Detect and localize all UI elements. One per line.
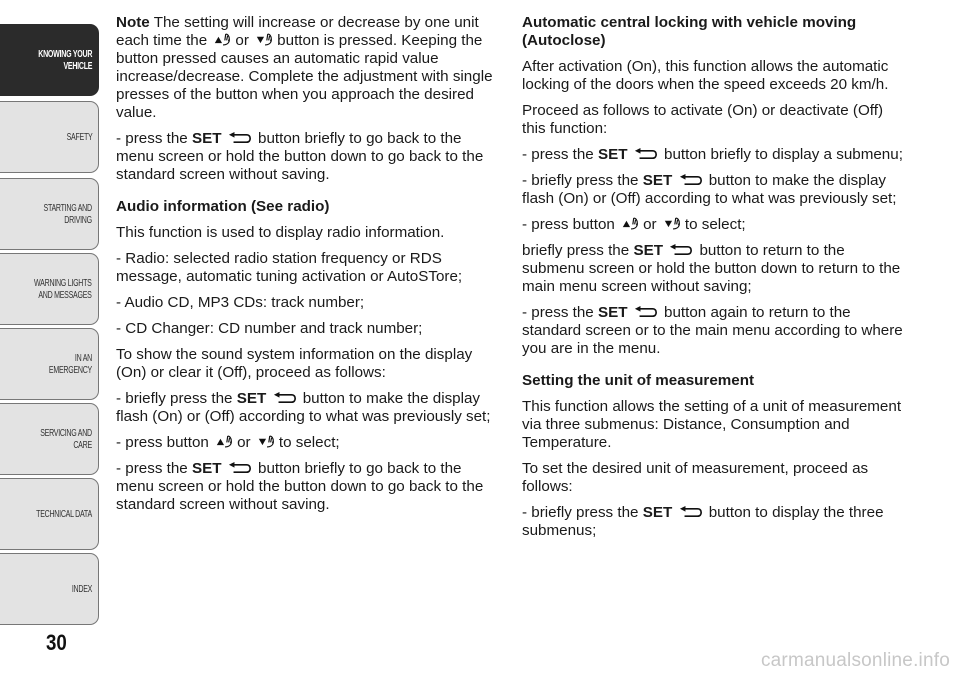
- set-return-arrow-icon: [634, 306, 658, 319]
- note-paragraph: Note The setting will increase or decrease by one unit each time the or button is pressed. Keeping the button pressed causes an automatic rapid value increase/decrease. Complete the adjustment with single presses of the button when you approach the desired value.: [116, 14, 493, 121]
- set-return-arrow-icon: [273, 392, 297, 405]
- up-arrow-button-icon: [213, 32, 233, 47]
- set-return-arrow-icon: [228, 462, 252, 475]
- auto-p5: - press button or to select;: [522, 216, 746, 233]
- audio-p4: - CD Changer: CD number and track number;: [116, 320, 423, 337]
- tab-safety[interactable]: SAFETY: [0, 101, 99, 173]
- set-return-arrow-icon: [228, 132, 252, 145]
- left-column: [116, 14, 498, 522]
- tab-servicing-and-care[interactable]: SERVICING AND CARE: [0, 403, 99, 475]
- unit-p2: To set the desired unit of measurement, proceed as follows:: [522, 460, 869, 495]
- unit-p1: This function allows the setting of a unit of measurement via three submenus: Distance, Consumption and Temperature.: [522, 398, 902, 451]
- auto-p2: Proceed as follows to activate (On) or deactivate (Off) this function:: [522, 102, 883, 137]
- autoclose-heading: Automatic central locking with vehicle moving (Autoclose): [522, 14, 857, 49]
- audio-p1: This function is used to display radio information.: [116, 224, 445, 241]
- auto-p3: - press the SET button briefly to display a submenu;: [522, 146, 903, 163]
- tab-in-an-emergency[interactable]: IN AN EMERGENCY: [0, 328, 99, 400]
- down-arrow-button-icon: [257, 434, 277, 449]
- audio-heading: Audio information (See radio): [116, 198, 330, 215]
- audio-p2: - Radio: selected radio station frequency or RDS message, automatic tuning activation or AutoSTore;: [116, 250, 463, 285]
- audio-p7: - press button or to select;: [116, 434, 340, 451]
- set-return-arrow-icon: [679, 174, 703, 187]
- set-return-arrow-icon: [679, 506, 703, 519]
- up-arrow-button-icon: [621, 216, 641, 231]
- auto-p6: briefly press the SET button to return to the submenu screen or hold the button down to return to the main menu screen without saving;: [522, 242, 901, 295]
- auto-p1: After activation (On), this function allows the automatic locking of the doors when the speed exceeds 20 km/h.: [522, 58, 889, 93]
- down-arrow-button-icon: [255, 32, 275, 47]
- set-return-arrow-icon: [634, 148, 658, 161]
- audio-p5: To show the sound system information on the display (On) or clear it (Off), proceed as follows:: [116, 346, 473, 381]
- tab-knowing-your-vehicle[interactable]: KNOWING YOUR VEHICLE: [0, 24, 99, 96]
- tab-starting-and-driving[interactable]: STARTING AND DRIVING: [0, 178, 99, 250]
- set-return-arrow-icon: [669, 244, 693, 257]
- down-arrow-button-icon: [663, 216, 683, 231]
- auto-p7: - press the SET button again to return to the standard screen or to the main menu according to where you are in the menu.: [522, 304, 903, 357]
- tab-technical-data[interactable]: TECHNICAL DATA: [0, 478, 99, 550]
- set-instruction: - press the SET button briefly to go back to the menu screen or hold the button down to go back to the standard screen without saving.: [116, 130, 484, 183]
- watermark: carmanualsonline.info: [760, 650, 950, 671]
- tab-index[interactable]: INDEX: [0, 553, 99, 625]
- page-number: 30: [46, 630, 67, 655]
- unit-heading: Setting the unit of measurement: [522, 372, 755, 389]
- up-arrow-button-icon: [215, 434, 235, 449]
- tab-warning-lights-and-messages[interactable]: WARNING LIGHTS AND MESSAGES: [0, 253, 99, 325]
- audio-p3: - Audio CD, MP3 CDs: track number;: [116, 294, 365, 311]
- audio-p6: - briefly press the SET button to make the display flash (On) or (Off) according to what was previously set;: [116, 390, 491, 425]
- auto-p4: - briefly press the SET button to make the display flash (On) or (Off) according to what was previously set;: [522, 172, 897, 207]
- audio-p8: - press the SET button briefly to go back to the menu screen or hold the button down to go back to the standard screen without saving.: [116, 460, 484, 513]
- unit-p3: - briefly press the SET button to display the three submenus;: [522, 504, 884, 539]
- right-column: [522, 14, 907, 548]
